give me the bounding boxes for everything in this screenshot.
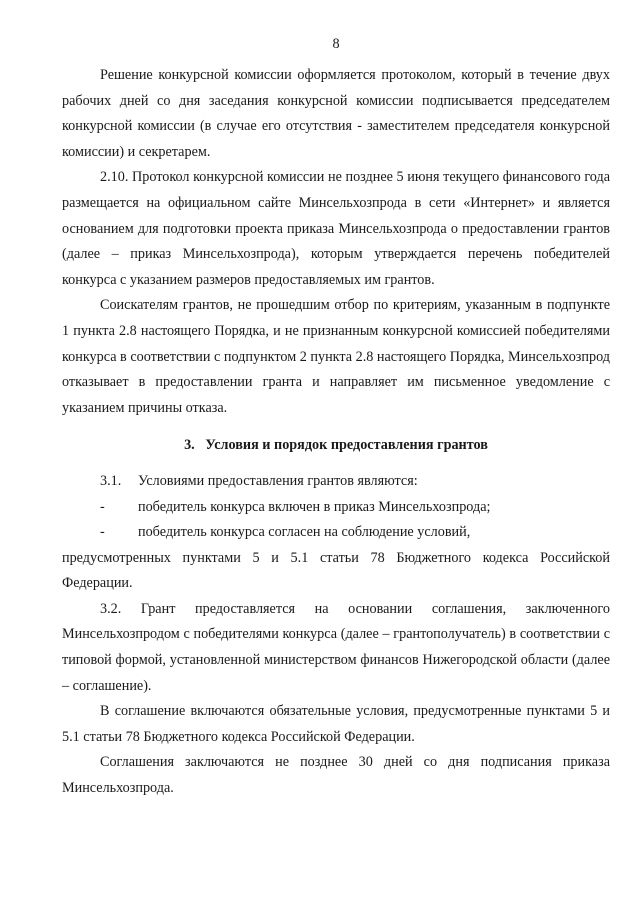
paragraph-3-2: 3.2. Грант предоставляется на основании соглашения, заключенного Минсельхозпродом с победителями конкурса (далее – грантополучатель) в соответствии с типовой формой, установленной министерством финансов Нижегородской области (далее – соглашение).	[62, 600, 610, 694]
paragraph-agreements-deadline: Соглашения заключаются не позднее 30 дней со дня подписания приказа Минсельхозпрода.	[62, 754, 610, 797]
item-3-1	[62, 469, 610, 495]
condition-item-2	[62, 520, 610, 546]
paragraph-refusal: Соискателям грантов, не прошедшим отбор по критериям, указанным в подпункте 1 пункта 2.8 настоящего Порядка, и не признанным конкурсной комиссией победителями конкурса в соответствии с подпунктом 2 пункта 2.8 настоящего Порядка, Минсельхозпрод отказывает в предоставлении гранта и направляет им письменное уведомление с указанием причины отказа.	[62, 297, 610, 416]
paragraph-mandatory-conditions: В соглашение включаются обязательные условия, предусмотренные пунктами 5 и 5.1 статьи 78 Бюджетного кодекса Российской Федерации.	[62, 703, 610, 745]
document-page	[62, 34, 610, 802]
dash-marker: -	[100, 498, 105, 515]
section-3-heading: 3. Условия и порядок предоставления грантов	[184, 437, 488, 454]
paragraph-commission-decision: Решение конкурсной комиссии оформляется протоколом, который в течение двух рабочих дней со дня заседания конкурсной комиссии подписывается председателем конкурсной комиссии (в случае его отсутствия - заместителем председателя конкурсной комиссии) и секретарем.	[62, 67, 610, 160]
condition-2-first-line: победитель конкурса согласен на соблюдение условий,	[138, 524, 471, 541]
condition-1-text: победитель конкурса включен в приказ Минсельхозпрода;	[138, 498, 491, 515]
item-3-1-text: Условиями предоставления грантов являются:	[138, 472, 418, 489]
item-3-1-number: 3.1.	[100, 472, 122, 489]
paragraph-2-10: 2.10. Протокол конкурсной комиссии не позднее 5 июня текущего финансового года размещается на официальном сайте Минсельхозпрода в сети «Интернет» и является основанием для подготовки проекта приказа Минсельхозпрода о предоставлении грантов (далее – приказ Минсельхозпрода), которым утверждается перечень победителей конкурса с указанием размеров предоставляемых им грантов.	[62, 169, 610, 288]
condition-item-1	[62, 495, 610, 521]
condition-2-continuation: предусмотренных пунктами 5 и 5.1 статьи 78 Бюджетного кодекса Российской Федерации.	[62, 549, 610, 592]
page-number: 8	[332, 36, 340, 52]
dash-marker: -	[100, 524, 105, 541]
